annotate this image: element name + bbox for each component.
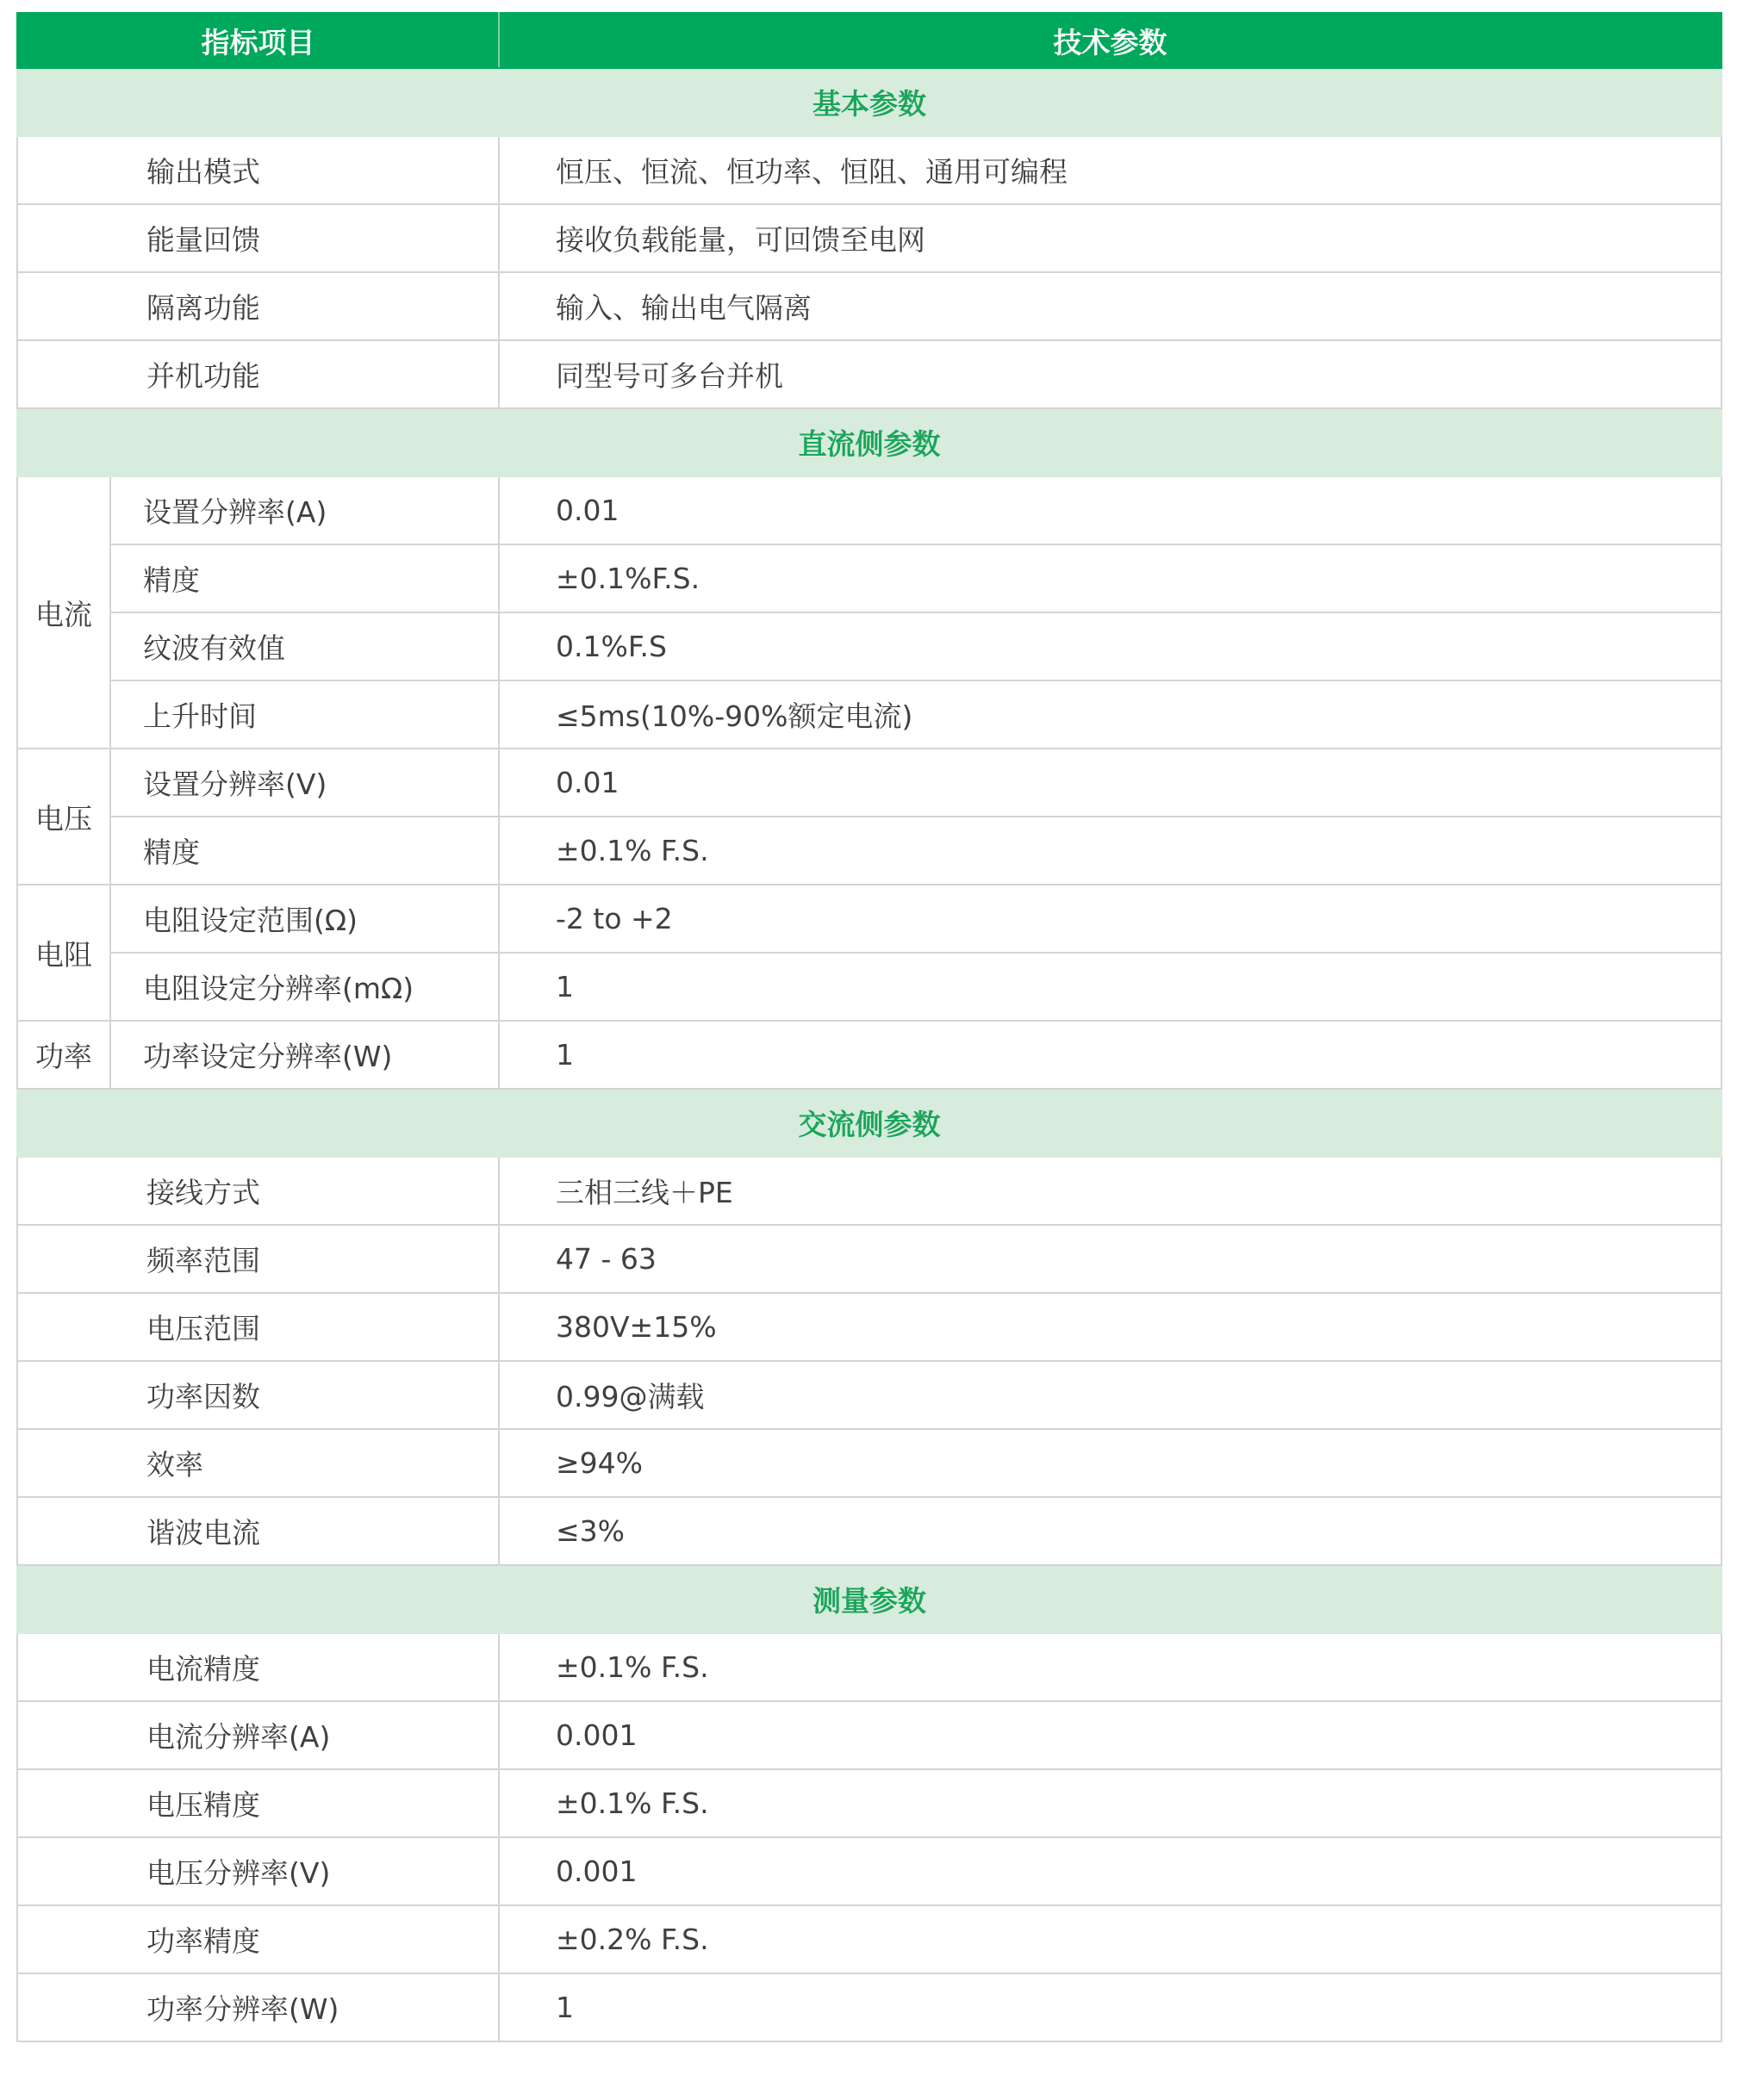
row-value: 0.01 xyxy=(499,476,1721,544)
group-resistance: 电阻 xyxy=(17,885,110,1021)
row-label: 功率分辨率(W) xyxy=(17,1973,499,2041)
table-row xyxy=(17,204,1721,272)
section-measure xyxy=(17,1565,1721,1633)
table-row xyxy=(17,1497,1721,1565)
row-value: 0.01 xyxy=(499,749,1721,817)
row-value: 0.1%F.S xyxy=(499,612,1721,680)
spec-table xyxy=(16,12,1722,2042)
row-value: ≥94% xyxy=(499,1429,1721,1497)
table-row xyxy=(17,885,1721,953)
row-value: 0.001 xyxy=(499,1701,1721,1769)
row-value: 恒压、恒流、恒功率、恒阻、通用可编程 xyxy=(499,136,1721,204)
row-value: 同型号可多台并机 xyxy=(499,340,1721,408)
section-title: 测量参数 xyxy=(17,1565,1721,1633)
section-title: 基本参数 xyxy=(17,68,1721,136)
row-value: -2 to +2 xyxy=(499,885,1721,953)
table-row xyxy=(17,544,1721,612)
row-label: 电压精度 xyxy=(17,1769,499,1837)
group-power: 功率 xyxy=(17,1021,110,1089)
row-value: 1 xyxy=(499,1973,1721,2041)
table-row xyxy=(17,680,1721,749)
row-label: 接线方式 xyxy=(17,1157,499,1225)
table-row xyxy=(17,272,1721,340)
table-row xyxy=(17,953,1721,1021)
table-row xyxy=(17,1769,1721,1837)
row-label: 电压范围 xyxy=(17,1293,499,1361)
table-row xyxy=(17,612,1721,680)
row-value: ±0.2% F.S. xyxy=(499,1905,1721,1973)
row-value: 0.001 xyxy=(499,1837,1721,1905)
section-ac xyxy=(17,1089,1721,1157)
row-label: 功率设定分辨率(W) xyxy=(110,1021,499,1089)
row-value: ±0.1% F.S. xyxy=(499,817,1721,885)
row-value: 47 - 63 xyxy=(499,1225,1721,1293)
row-label: 精度 xyxy=(110,544,499,612)
header-item: 指标项目 xyxy=(17,13,499,68)
row-value: ±0.1% F.S. xyxy=(499,1633,1721,1701)
table-row xyxy=(17,1837,1721,1905)
table-row xyxy=(17,1361,1721,1429)
section-dc xyxy=(17,408,1721,476)
row-value: 输入、输出电气隔离 xyxy=(499,272,1721,340)
row-label: 电压分辨率(V) xyxy=(17,1837,499,1905)
row-label: 隔离功能 xyxy=(17,272,499,340)
row-label: 功率精度 xyxy=(17,1905,499,1973)
row-value: 0.99@满载 xyxy=(499,1361,1721,1429)
table-row xyxy=(17,1429,1721,1497)
row-label: 并机功能 xyxy=(17,340,499,408)
row-value: ≤5ms(10%-90%额定电流) xyxy=(499,680,1721,749)
row-value: 1 xyxy=(499,953,1721,1021)
row-value: ±0.1% F.S. xyxy=(499,1769,1721,1837)
row-label: 谐波电流 xyxy=(17,1497,499,1565)
row-label: 电阻设定范围(Ω) xyxy=(110,885,499,953)
table-row xyxy=(17,1157,1721,1225)
table-header-row xyxy=(17,13,1721,68)
row-label: 上升时间 xyxy=(110,680,499,749)
table-row xyxy=(17,1905,1721,1973)
table-row xyxy=(17,1021,1721,1089)
table-row xyxy=(17,817,1721,885)
table-row xyxy=(17,1973,1721,2041)
table-row xyxy=(17,340,1721,408)
row-label: 输出模式 xyxy=(17,136,499,204)
row-value: 1 xyxy=(499,1021,1721,1089)
row-value: 三相三线＋PE xyxy=(499,1157,1721,1225)
row-label: 频率范围 xyxy=(17,1225,499,1293)
row-value: 接收负载能量，可回馈至电网 xyxy=(499,204,1721,272)
table-row xyxy=(17,1633,1721,1701)
table-row xyxy=(17,1225,1721,1293)
row-label: 设置分辨率(A) xyxy=(110,476,499,544)
row-label: 电阻设定分辨率(mΩ) xyxy=(110,953,499,1021)
row-label: 能量回馈 xyxy=(17,204,499,272)
table-row xyxy=(17,476,1721,544)
row-label: 电流分辨率(A) xyxy=(17,1701,499,1769)
row-label: 功率因数 xyxy=(17,1361,499,1429)
row-label: 电流精度 xyxy=(17,1633,499,1701)
row-label: 设置分辨率(V) xyxy=(110,749,499,817)
group-current: 电流 xyxy=(17,476,110,749)
section-title: 交流侧参数 xyxy=(17,1089,1721,1157)
row-label: 纹波有效值 xyxy=(110,612,499,680)
header-spec: 技术参数 xyxy=(499,13,1721,68)
section-basic xyxy=(17,68,1721,136)
table-row xyxy=(17,1293,1721,1361)
row-label: 效率 xyxy=(17,1429,499,1497)
row-value: 380V±15% xyxy=(499,1293,1721,1361)
row-label: 精度 xyxy=(110,817,499,885)
table-row xyxy=(17,136,1721,204)
table-row xyxy=(17,749,1721,817)
section-title: 直流侧参数 xyxy=(17,408,1721,476)
row-value: ≤3% xyxy=(499,1497,1721,1565)
row-value: ±0.1%F.S. xyxy=(499,544,1721,612)
group-voltage: 电压 xyxy=(17,749,110,885)
table-row xyxy=(17,1701,1721,1769)
